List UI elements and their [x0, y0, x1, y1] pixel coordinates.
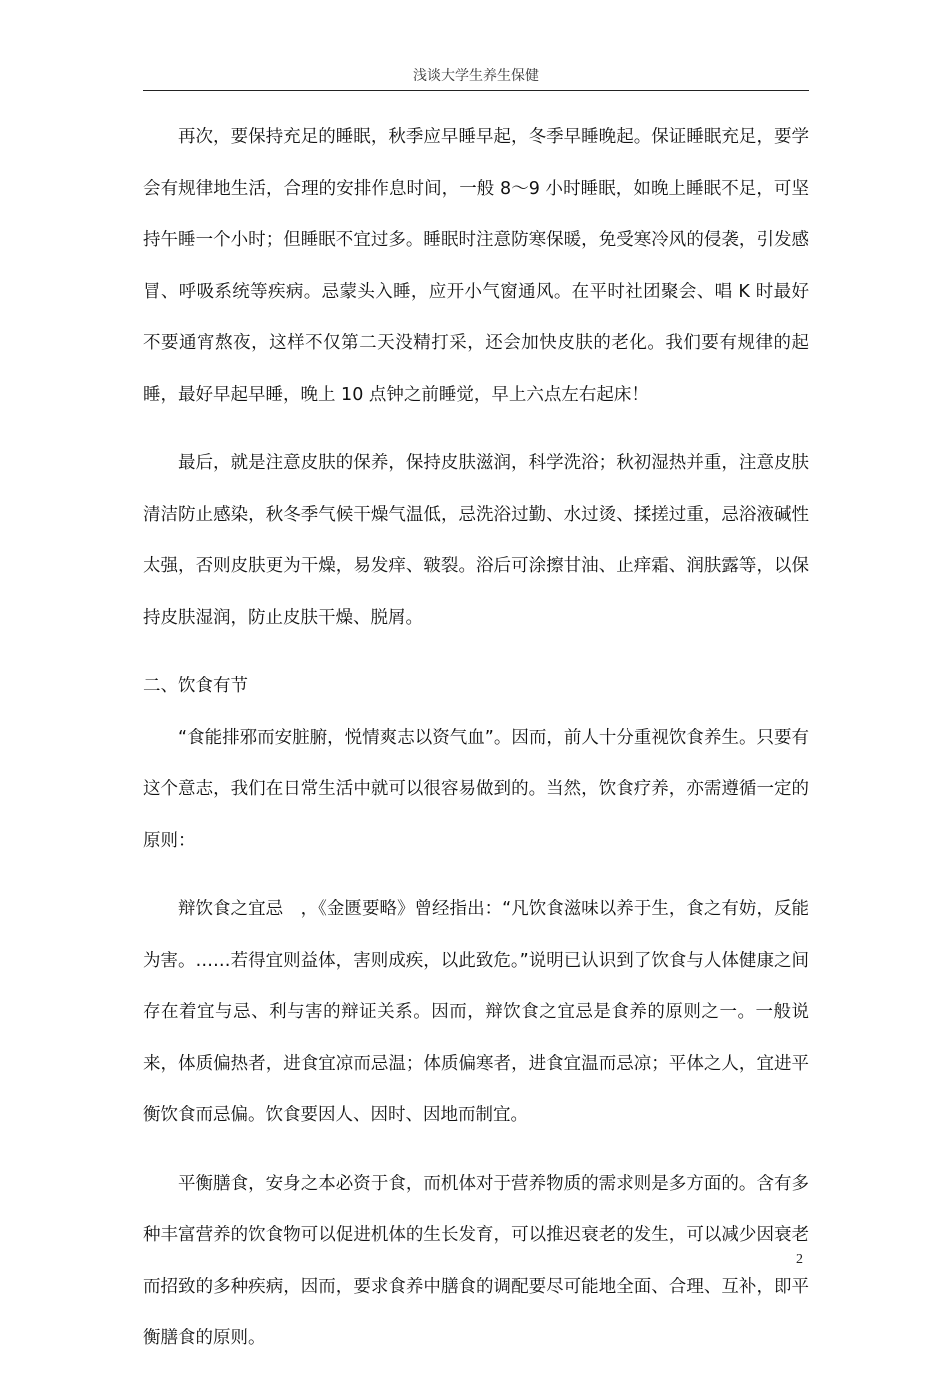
- paragraph-diet-intro: “食能排邪而安脏腑，悦情爽志以资气血”。因而，前人十分重视饮食养生。只要有这个意志，我们在日常生活中就可以很容易做到的。当然，饮食疗养，亦需遵循一定的原则：: [143, 727, 809, 851]
- paragraph-diet-taboos: 辩饮食之宜忌 ，《金匮要略》曾经指出：“凡饮食滋味以养于生，食之有妨，反能为害。……若得宜则益体，害则成疾，以此致危。”说明已认识到了饮食与人体健康之间存在着宜与忌、利与害的辩证关系。因而，辩饮食之宜忌是食养的原则之一。一般说来，体质偏热者，进食宜凉而忌温；体质偏寒者，进食宜温而忌凉；平体之人，宜进平衡饮食而忌偏。饮食要因人、因时、因地而制宜。: [143, 899, 809, 1125]
- page-header: [143, 66, 809, 91]
- header-title: 浅谈大学生养生保健: [413, 68, 539, 84]
- paragraph-sleep: 再次，要保持充足的睡眠，秋季应早睡早起，冬季早睡晚起。保证睡眠充足，要学会有规律地生活，合理的安排作息时间，一般 8～9 小时睡眠，如晚上睡眠不足，可坚持午睡一个小时；但睡眠不宜过多。睡眠时注意防寒保暖，免受寒冷风的侵袭，引发感冒、呼吸系统等疾病。忌蒙头入睡，应开小气窗通风。在平时社团聚会、唱 K 时最好不要通宵熬夜，这样不仅第二天没精打采，还会加快皮肤的老化。我们要有规律的起睡，最好早起早睡，晚上 10 点钟之前睡觉，早上六点左右起床！: [143, 127, 809, 405]
- paragraph-skin-care: 最后，就是注意皮肤的保养，保持皮肤滋润，科学洗浴；秋初湿热并重，注意皮肤清洁防止感染，秋冬季气候干燥气温低，忌洗浴过勤、水过烫、揉搓过重，忌浴液碱性太强，否则皮肤更为干燥，易发痒、皲裂。浴后可涂擦甘油、止痒霜、润肤露等，以保持皮肤湿润，防止皮肤干燥、脱屑。: [143, 453, 809, 628]
- page-number: 2: [796, 1252, 803, 1267]
- paragraph-balanced-diet: 平衡膳食，安身之本必资于食，而机体对于营养物质的需求则是多方面的。含有多种丰富营养的饮食物可以促进机体的生长发育，可以推迟衰老的发生，可以减少因衰老而招致的多种疾病，因而，要求食养中膳食的调配要尽可能地全面、合理、互补，即平衡膳食的原则。: [143, 1173, 809, 1348]
- section-heading-diet: 二、饮食有节: [143, 676, 248, 696]
- document-body: [143, 112, 809, 1382]
